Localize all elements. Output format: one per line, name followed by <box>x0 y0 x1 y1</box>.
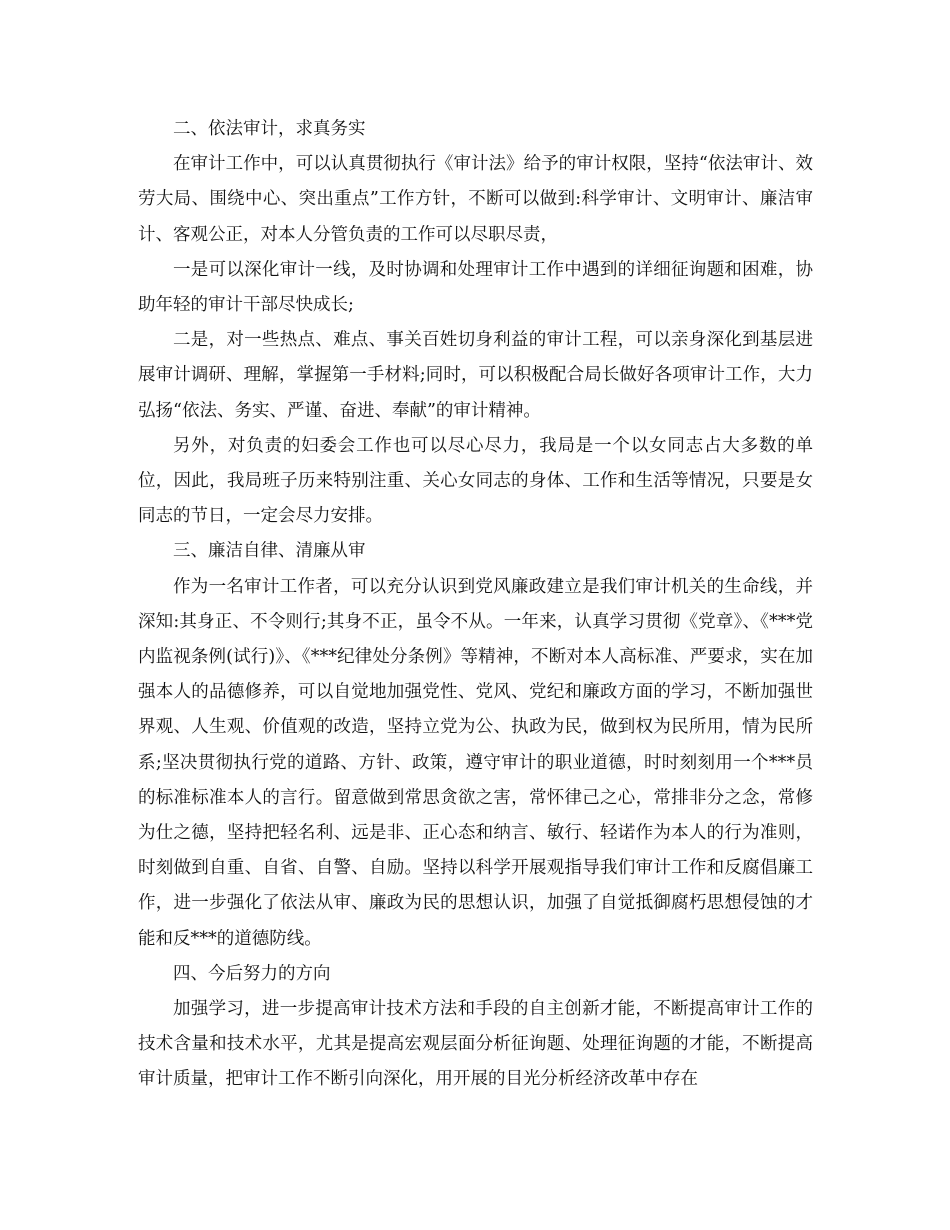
paragraph: 作为一名审计工作者，可以充分认识到党风廉政建立是我们审计机关的生命线，并深知:其身正、不令则行;其身不正，虽令不从。一年来，认真学习贯彻《党章》、《***党内监视条例(试行)》、《***纪律处分条例》等精神，不断对本人高标准、严要求，实在加强本人的品德修养，可以自觉地加强党性、党风、党纪和廉政方面的学习，不断加强世界观、人生观、价值观的改造，坚持立党为公、执政为民，做到权为民所用，情为民所系;坚决贯彻执行党的道路、方针、政策，遵守审计的职业道德，时时刻刻用一个***员的标准标准本人的言行。留意做到常思贪欲之害，常怀律己之心，常排非分之念，常修为仕之德，坚持把轻名利、远是非、正心态和纳言、敏行、轻诺作为本人的行为准则，时刻做到自重、自省、自警、自励。坚持以科学开展观指导我们审计工作和反腐倡廉工作，进一步强化了依法从审、廉政为民的思想认识，加强了自觉抵御腐朽思想侵蚀的才能和反***的道德防线。 <box>138 576 813 949</box>
paragraph: 另外，对负责的妇委会工作也可以尽心尽力，我局是一个以女同志占大多数的单位，因此，我局班子历来特别注重、关心女同志的身体、工作和生活等情况，只要是女同志的节日，一定会尽力安排。 <box>138 435 813 527</box>
section-heading-2: 二、依法审计，求真务实 <box>173 119 366 139</box>
paragraph: 加强学习，进一步提高审计技术方法和手段的自主创新才能，不断提高审计工作的技术含量和技术水平，尤其是提高宏观层面分析征询题、处理征询题的才能，不断提高审计质量，把审计工作不断引向深化，用开展的目光分析经济改革中存在 <box>138 999 813 1090</box>
section-heading-4: 四、今后努力的方向 <box>173 963 331 984</box>
paragraph: 一是可以深化审计一线，及时协调和处理审计工作中遇到的详细征询题和困难，协助年轻的审计干部尽快成长; <box>138 259 813 316</box>
paragraph: 在审计工作中，可以认真贯彻执行《审计法》给予的审计权限，坚持“依法审计、效劳大局、围绕中心、突出重点”工作方针，不断可以做到:科学审计、文明审计、廉洁审计、客观公正，对本人分管负责的工作可以尽职尽责， <box>138 154 813 245</box>
section-heading-3: 三、廉洁自律、清廉从审 <box>173 541 366 562</box>
document-body <box>138 112 813 1098</box>
paragraph: 二是，对一些热点、难点、事关百姓切身利益的审计工程，可以亲身深化到基层进展审计调研、理解，掌握第一手材料;同时，可以积极配合局长做好各项审计工作，大力弘扬“依法、务实、严谨、奋进、奉献”的审计精神。 <box>138 330 813 421</box>
